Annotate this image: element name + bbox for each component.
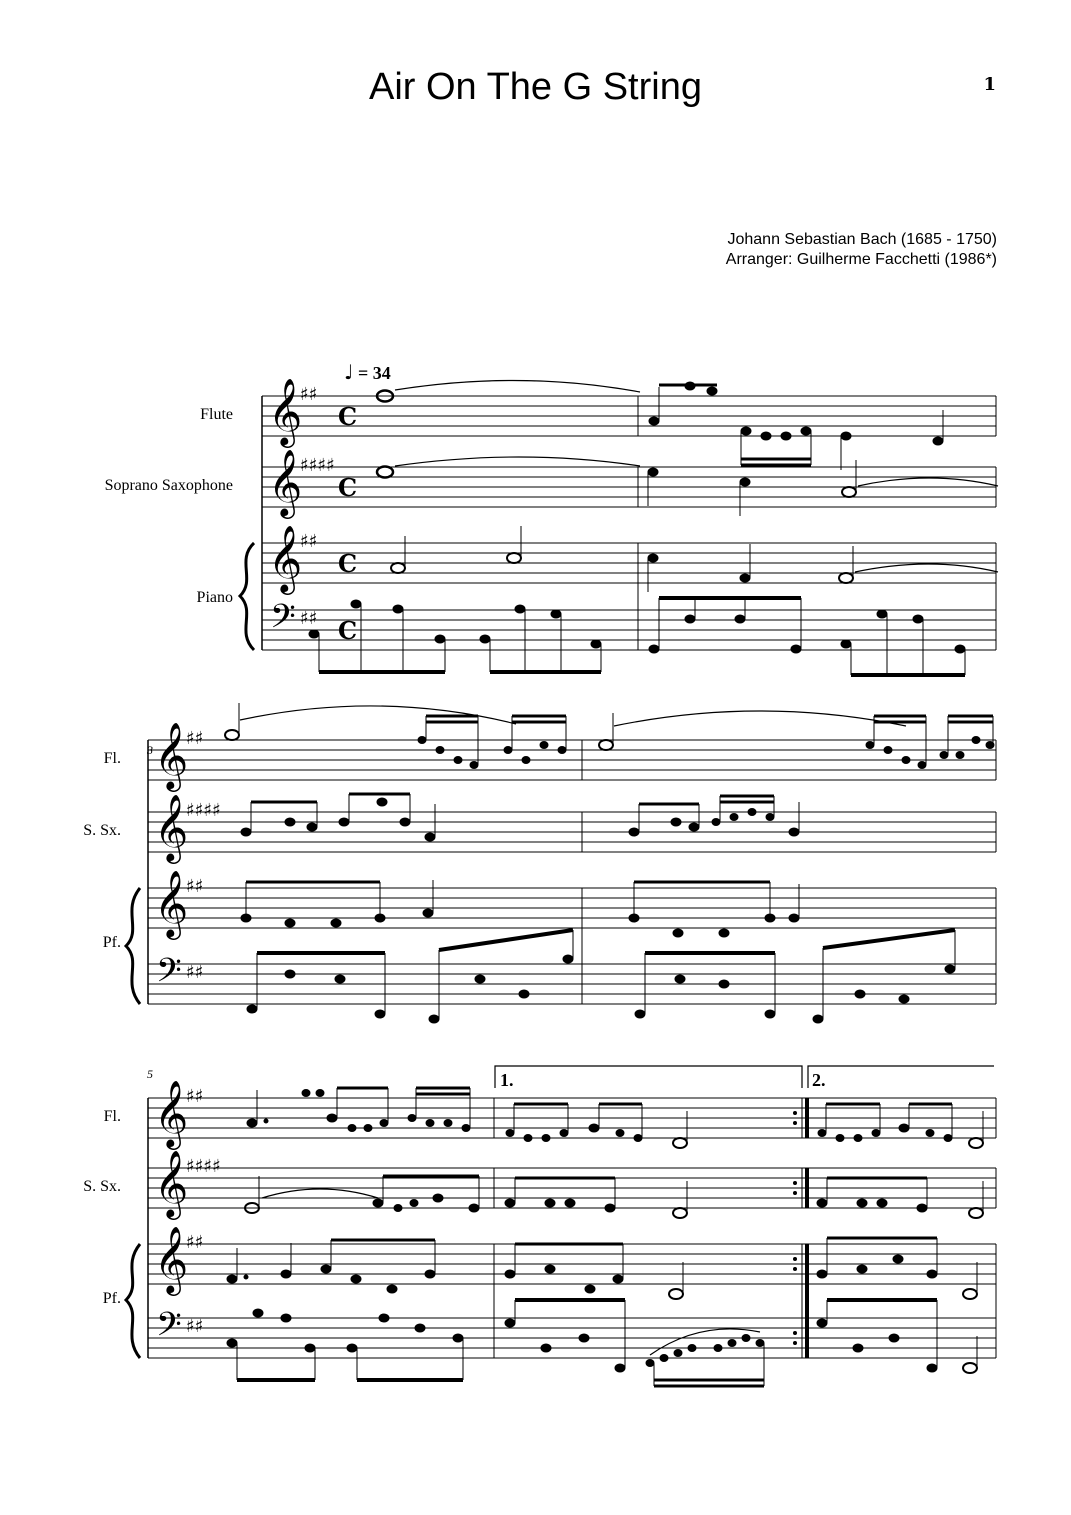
- piano-brace: [126, 1244, 140, 1358]
- sax-m5-m7: [245, 1176, 983, 1218]
- instrument-short-name-flute: Fl.: [103, 1108, 121, 1125]
- key-signature-sharps-icon: ♯♯: [186, 1086, 204, 1107]
- key-signature-sharps-icon: ♯♯: [300, 384, 318, 405]
- time-signature-common-time: C: [338, 402, 358, 431]
- instrument-short-name-flute: Fl.: [103, 750, 121, 767]
- staff-lines: [148, 1098, 996, 1358]
- treble-clef-icon: 𝄞: [154, 721, 189, 789]
- key-signature-sharps-icon: ♯♯: [186, 1232, 204, 1253]
- instrument-short-name-piano: Pf.: [102, 1290, 121, 1307]
- flute-endings: [506, 1104, 983, 1148]
- volta-first-ending: 1.: [500, 1070, 514, 1090]
- flute-m5: [247, 1088, 470, 1132]
- piano-rh-m5-m7: [227, 1238, 977, 1299]
- piano-lh-m5-m7: [227, 1300, 977, 1386]
- treble-clef-icon: 𝄞: [154, 1149, 189, 1217]
- time-signature-common-time: C: [338, 616, 358, 645]
- key-signature-sharps-icon: ♯♯♯♯: [186, 800, 221, 821]
- barlines: [148, 1098, 996, 1358]
- measure-number: 3: [147, 743, 153, 757]
- key-signature-sharps-icon: ♯♯: [300, 531, 318, 552]
- treble-clef-icon: 𝄞: [268, 377, 303, 445]
- arranger-credit: Arranger: Guilherme Facchetti (1986*): [725, 251, 997, 268]
- instrument-short-name-soprano-saxophone: S. Sx.: [83, 822, 121, 839]
- composer-credit: Johann Sebastian Bach (1685 - 1750): [727, 231, 997, 248]
- treble-clef-icon: 𝄞: [268, 524, 303, 592]
- key-signature-sharps-icon: ♯♯: [186, 962, 204, 983]
- key-signature-sharps-icon: ♯♯: [186, 728, 204, 749]
- quarter-note-icon: ♩: [344, 360, 354, 384]
- instrument-short-name-piano: Pf.: [102, 934, 121, 951]
- bass-clef-icon: 𝄢: [270, 598, 296, 644]
- instrument-name-piano: Piano: [196, 589, 233, 606]
- instrument-name-flute: Flute: [200, 406, 233, 423]
- key-signature-sharps-icon: ♯♯♯♯: [300, 455, 335, 476]
- treble-clef-icon: 𝄞: [268, 448, 303, 516]
- measure-number: 5: [147, 1067, 153, 1081]
- score-title: Air On The G String: [369, 66, 702, 108]
- key-signature-sharps-icon: ♯♯♯♯: [186, 1156, 221, 1177]
- time-signature-common-time: C: [338, 473, 358, 502]
- tempo-value: = 34: [357, 363, 391, 383]
- key-signature-sharps-icon: ♯♯: [186, 1316, 204, 1337]
- instrument-name-soprano-saxophone: Soprano Saxophone: [104, 477, 233, 494]
- treble-clef-icon: 𝄞: [154, 869, 189, 937]
- volta-brackets: [495, 1066, 994, 1088]
- bass-clef-icon: 𝄢: [156, 952, 182, 998]
- bass-clef-icon: 𝄢: [156, 1306, 182, 1352]
- time-signature-common-time: C: [338, 549, 358, 578]
- treble-clef-icon: 𝄞: [154, 793, 189, 861]
- key-signature-sharps-icon: ♯♯: [300, 608, 318, 629]
- treble-clef-icon: 𝄞: [154, 1225, 189, 1293]
- page-number: 1: [983, 74, 996, 95]
- repeat-dots: [793, 1111, 797, 1345]
- treble-clef-icon: 𝄞: [154, 1079, 189, 1147]
- volta-second-ending: 2.: [812, 1070, 826, 1090]
- instrument-short-name-soprano-saxophone: S. Sx.: [83, 1178, 121, 1195]
- key-signature-sharps-icon: ♯♯: [186, 876, 204, 897]
